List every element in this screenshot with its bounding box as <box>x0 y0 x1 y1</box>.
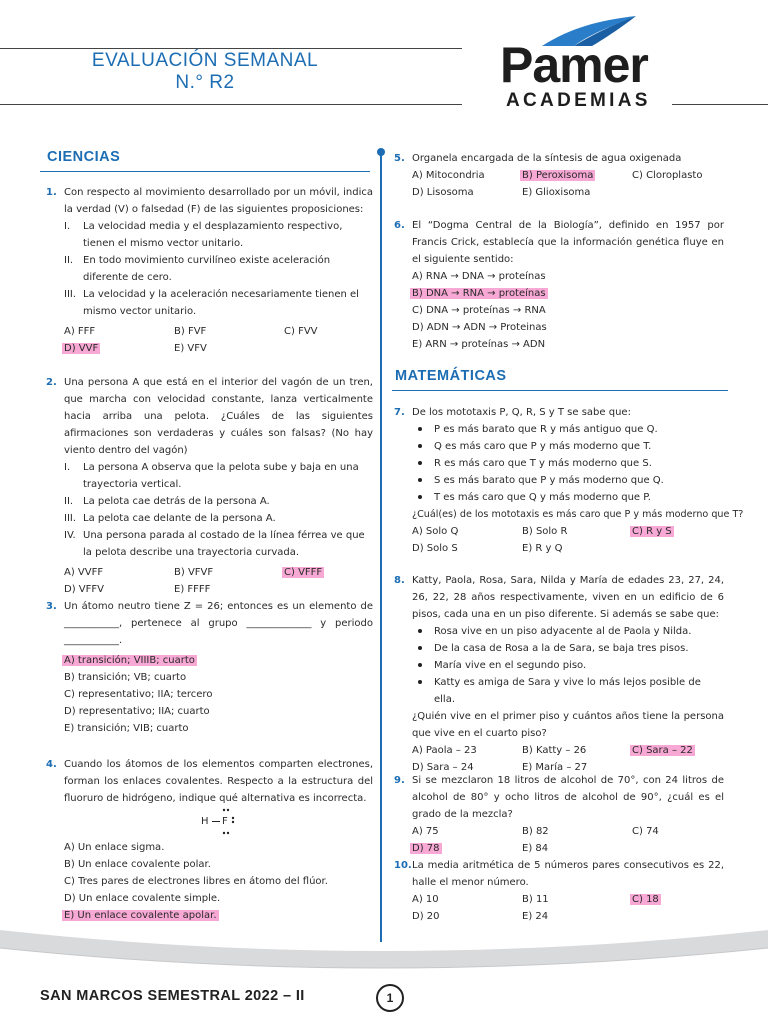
question-text: Cuando los átomos de los elementos comparten electrones, forman los enlaces covalentes. Respecto a la estructura del fluoruro de hidrógeno, indique qué alternativa es incorrecta. <box>64 759 373 804</box>
option-c: C) 74 <box>632 826 659 837</box>
question-5 <box>394 150 724 201</box>
option-c-highlighted: C) R y S <box>632 526 672 537</box>
bullet-item: T es más caro que Q y más moderno que P. <box>412 489 724 506</box>
section-rule-ciencias <box>40 171 370 172</box>
bullet-item: S es más barato que P y más moderno que Q. <box>412 472 724 489</box>
question-number: 3. <box>46 601 57 612</box>
question-number: 1. <box>46 187 57 198</box>
option-d: D) 20 <box>412 911 440 922</box>
option-b: B) FVF <box>174 326 207 337</box>
option-b: B) Un enlace covalente polar. <box>64 859 211 870</box>
question-4 <box>46 756 373 924</box>
statement-item: I. La velocidad media y el desplazamiento respectivo, tienen el mismo vector unitario. <box>64 221 343 249</box>
question-text: El “Dogma Central de la Biología”, definido en 1957 por Francis Crick, establecía que la información genética fluye en el siguiente sentido: <box>412 220 724 265</box>
statement-item: II. En todo movimiento curvilíneo existe aceleración diferente de cero. <box>64 255 331 283</box>
statement-item: III. La pelota cae delante de la persona A. <box>64 513 276 524</box>
option-e: E) transición; VIB; cuarto <box>64 723 189 734</box>
option-b: B) Solo R <box>522 526 568 537</box>
question-text: De los mototaxis P, Q, R, S y T se sabe que: <box>412 407 631 418</box>
bullet-item: R es más caro que T y más moderno que S. <box>412 455 724 472</box>
question-number: 2. <box>46 377 57 388</box>
formula-fluorine: F <box>222 816 228 827</box>
option-a: A) 75 <box>412 826 439 837</box>
bullet-item: Katty es amiga de Sara y vive lo más lejos posible de ella. <box>412 674 724 708</box>
option-c: C) representativo; IIA; tercero <box>64 689 213 700</box>
option-e-highlighted: E) Un enlace covalente apolar. <box>64 910 217 921</box>
option-b: B) 82 <box>522 826 549 837</box>
lewis-structure <box>201 807 373 837</box>
option-b: B) 11 <box>522 894 549 905</box>
option-a: A) 10 <box>412 894 439 905</box>
header-rule-left-top <box>0 48 462 49</box>
question-10 <box>394 857 724 925</box>
option-a: A) VVFF <box>64 567 104 578</box>
statement-item: II. La pelota cae detrás de la persona A. <box>64 496 270 507</box>
question-number: 4. <box>46 759 57 770</box>
question-7 <box>394 404 744 557</box>
option-e: E) VFV <box>174 343 207 354</box>
option-c: C) Tres pares de electrones libres en átomo del flúor. <box>64 876 328 887</box>
question-1 <box>46 184 373 357</box>
option-d: D) Un enlace covalente simple. <box>64 893 221 904</box>
option-d: D) representativo; IIA; cuarto <box>64 706 210 717</box>
option-c-highlighted: C) VFFF <box>284 567 323 578</box>
logo-subtitle: ACADEMIAS <box>506 90 651 111</box>
option-c: C) FVV <box>284 326 318 337</box>
bullet-item: Rosa vive en un piso adyacente al de Paola y Nilda. <box>412 623 724 640</box>
option-b: B) transición; VB; cuarto <box>64 672 187 683</box>
header-rule-right <box>672 104 768 105</box>
question-text: Katty, Paola, Rosa, Sara, Nilda y María de edades 23, 27, 24, 26, 22, 28 años respectivamente, viven en un edificio de 6 pisos, cada una en un piso diferente. Si además se sabe que: <box>412 575 724 620</box>
logo-wordmark: Pamer <box>500 37 648 93</box>
page-subtitle: N.° R2 <box>175 72 235 93</box>
question-text: Organela encargada de la síntesis de agua oxigenada <box>412 153 682 164</box>
option-d: D) Lisosoma <box>412 187 474 198</box>
question-prompt: ¿Cuál(es) de los mototaxis es más caro que P y más moderno que T? <box>412 509 744 520</box>
option-e: E) 84 <box>522 843 549 854</box>
option-e: E) María – 27 <box>522 762 588 773</box>
option-e: E) Glioxisoma <box>522 187 591 198</box>
option-e: E) 24 <box>522 911 549 922</box>
option-e: E) R y Q <box>522 543 563 554</box>
question-number: 9. <box>394 775 405 786</box>
option-a: A) Mitocondria <box>412 170 485 181</box>
option-e: E) FFFF <box>174 584 211 595</box>
option-d: D) ADN → ADN → Proteinas <box>412 322 547 333</box>
header-rule-left-bottom <box>0 104 462 105</box>
question-number: 10. <box>394 860 412 871</box>
question-number: 5. <box>394 153 405 164</box>
bullet-item: María vive en el segundo piso. <box>412 657 724 674</box>
question-8 <box>394 572 724 776</box>
option-b-highlighted: B) DNA → RNA → proteínas <box>412 288 546 299</box>
formula-hydrogen: H <box>201 816 209 827</box>
option-a: A) Solo Q <box>412 526 459 537</box>
option-d-highlighted: D) 78 <box>412 843 440 854</box>
statement-item: IV. Una persona parada al costado de la línea férrea ve que la pelota describe una trayectoria curvada. <box>64 530 365 558</box>
option-b: B) Katty – 26 <box>522 745 587 756</box>
section-title-matematicas: MATEMÁTICAS <box>395 368 507 384</box>
option-a: A) RNA → DNA → proteínas <box>412 271 546 282</box>
section-title-ciencias: CIENCIAS <box>47 149 121 165</box>
question-text: Si se mezclaron 18 litros de alcohol de 70°, con 24 litros de alcohol de 80° y ocho litros de alcohol de 90°, ¿cuál es el grado de la mezcla? <box>412 775 724 820</box>
option-e: E) ARN → proteínas → ADN <box>412 339 546 350</box>
question-text: Un átomo neutro tiene Z = 26; entonces es un elemento de ___________, pertenece al grupo _____________ y periodo ___________. <box>64 601 373 646</box>
column-separator <box>380 152 382 942</box>
question-number: 7. <box>394 407 405 418</box>
question-9 <box>394 772 724 857</box>
option-b-highlighted: B) Peroxisoma <box>522 170 594 181</box>
question-3 <box>46 598 373 737</box>
section-rule-matematicas <box>392 390 728 391</box>
question-text: Una persona A que está en el interior del vagón de un tren, que marcha con velocidad constante, lanza verticalmente hacia arriba una pelota. ¿Cuáles de las siguientes afirmaciones son verdaderas y cuáles son falsas? (No hay viento dentro del vagón) <box>64 377 373 456</box>
option-a: A) Un enlace sigma. <box>64 842 165 853</box>
lone-pair-dots-icon <box>218 807 238 837</box>
bullet-item: Q es más caro que P y más moderno que T. <box>412 438 724 455</box>
option-c: C) DNA → proteínas → RNA <box>412 305 546 316</box>
question-text: Con respecto al movimiento desarrollado por un móvil, indica la verdad (V) o falsedad (F) de las siguientes proposiciones: <box>64 187 373 215</box>
option-d: D) Sara – 24 <box>412 762 474 773</box>
statement-item: I. La persona A observa que la pelota sube y baja en una trayectoria vertical. <box>64 462 359 490</box>
footer-course-label: SAN MARCOS SEMESTRAL 2022 – II <box>40 988 305 1004</box>
page-title: EVALUACIÓN SEMANAL <box>91 50 319 71</box>
page-number: 1 <box>376 984 404 1012</box>
option-c-highlighted: C) Sara – 22 <box>632 745 693 756</box>
option-c-highlighted: C) 18 <box>632 894 659 905</box>
footer-curve <box>0 920 768 980</box>
option-c: C) Cloroplasto <box>632 170 703 181</box>
bullet-item: P es más barato que R y más antiguo que Q. <box>412 421 724 438</box>
question-6 <box>394 217 724 353</box>
option-a: A) FFF <box>64 326 96 337</box>
question-number: 6. <box>394 220 405 231</box>
option-a-highlighted: A) transición; VIIIB; cuarto <box>64 655 195 666</box>
option-d-highlighted: D) VVF <box>64 343 99 354</box>
question-2 <box>46 374 373 598</box>
statement-item: III. La velocidad y la aceleración necesariamente tienen el mismo vector unitario. <box>64 289 359 317</box>
option-d: D) Solo S <box>412 543 458 554</box>
question-text: La media aritmética de 5 números pares consecutivos es 22, halle el menor número. <box>412 860 724 888</box>
question-number: 8. <box>394 575 405 586</box>
option-d: D) VFFV <box>64 584 104 595</box>
question-prompt: ¿Quién vive en el primer piso y cuántos años tiene la persona que vive en el cuarto piso? <box>412 711 724 739</box>
option-a: A) Paola – 23 <box>412 745 477 756</box>
bullet-item: De la casa de Rosa a la de Sara, se baja tres pisos. <box>412 640 724 657</box>
option-b: B) VFVF <box>174 567 214 578</box>
